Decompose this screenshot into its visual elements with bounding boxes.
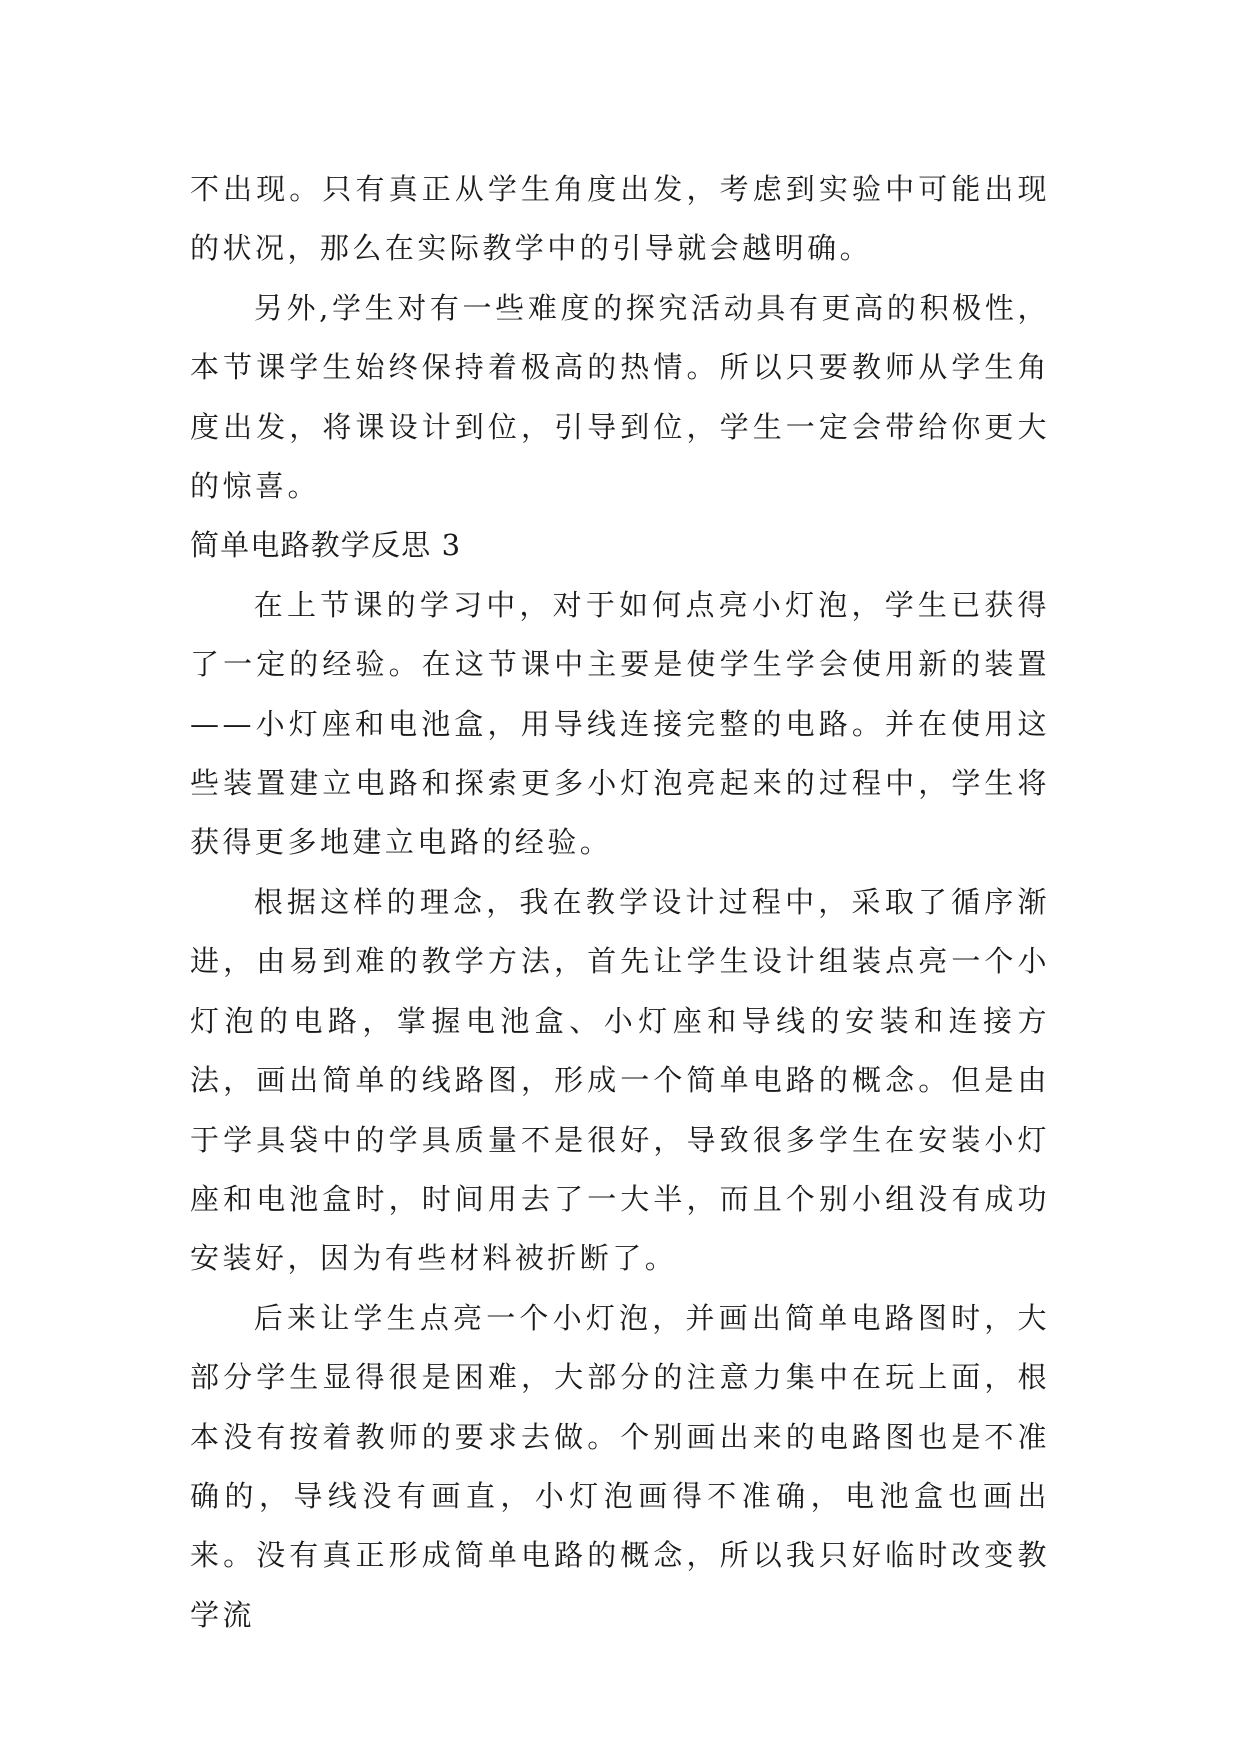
body-paragraph: 另外,学生对有一些难度的探究活动具有更高的积极性，本节课学生始终保持着极高的热情。所以只要教师从学生角度出发，将课设计到位，引导到位，学生一定会带给你更大的惊喜。: [190, 290, 1050, 504]
body-paragraph: 不出现。只有真正从学生角度出发，考虑到实验中可能出现的状况，那么在实际教学中的引导就会越明确。: [190, 172, 1050, 266]
body-paragraph: 在上节课的学习中，对于如何点亮小灯泡，学生已获得了一定的经验。在这节课中主要是使学生学会使用新的装置——小灯座和电池盒，用导线连接完整的电路。并在使用这些装置建立电路和探索更多小灯泡亮起来的过程中，学生将获得更多地建立电路的经验。: [190, 587, 1050, 860]
body-paragraph: 后来让学生点亮一个小灯泡，并画出简单电路图时，大部分学生显得很是困难，大部分的注意力集中在玩上面，根本没有按着教师的要求去做。个别画出来的电路图也是不准确的，导线没有画直，小灯泡画得不准确，电池盒也画出来。没有真正形成简单电路的概念，所以我只好临时改变教学流: [190, 1300, 1050, 1632]
document-body: [190, 160, 1050, 1645]
body-paragraph: 根据这样的理念，我在教学设计过程中，采取了循序渐进，由易到难的教学方法，首先让学生设计组装点亮一个小灯泡的电路，掌握电池盒、小灯座和导线的安装和连接方法，画出简单的线路图，形成一个简单电路的概念。但是由于学具袋中的学具质量不是很好，导致很多学生在安装小灯座和电池盒时，时间用去了一大半，而且个别小组没有成功安装好，因为有些材料被折断了。: [190, 884, 1050, 1276]
section-heading: 简单电路教学反思 3: [190, 528, 462, 563]
